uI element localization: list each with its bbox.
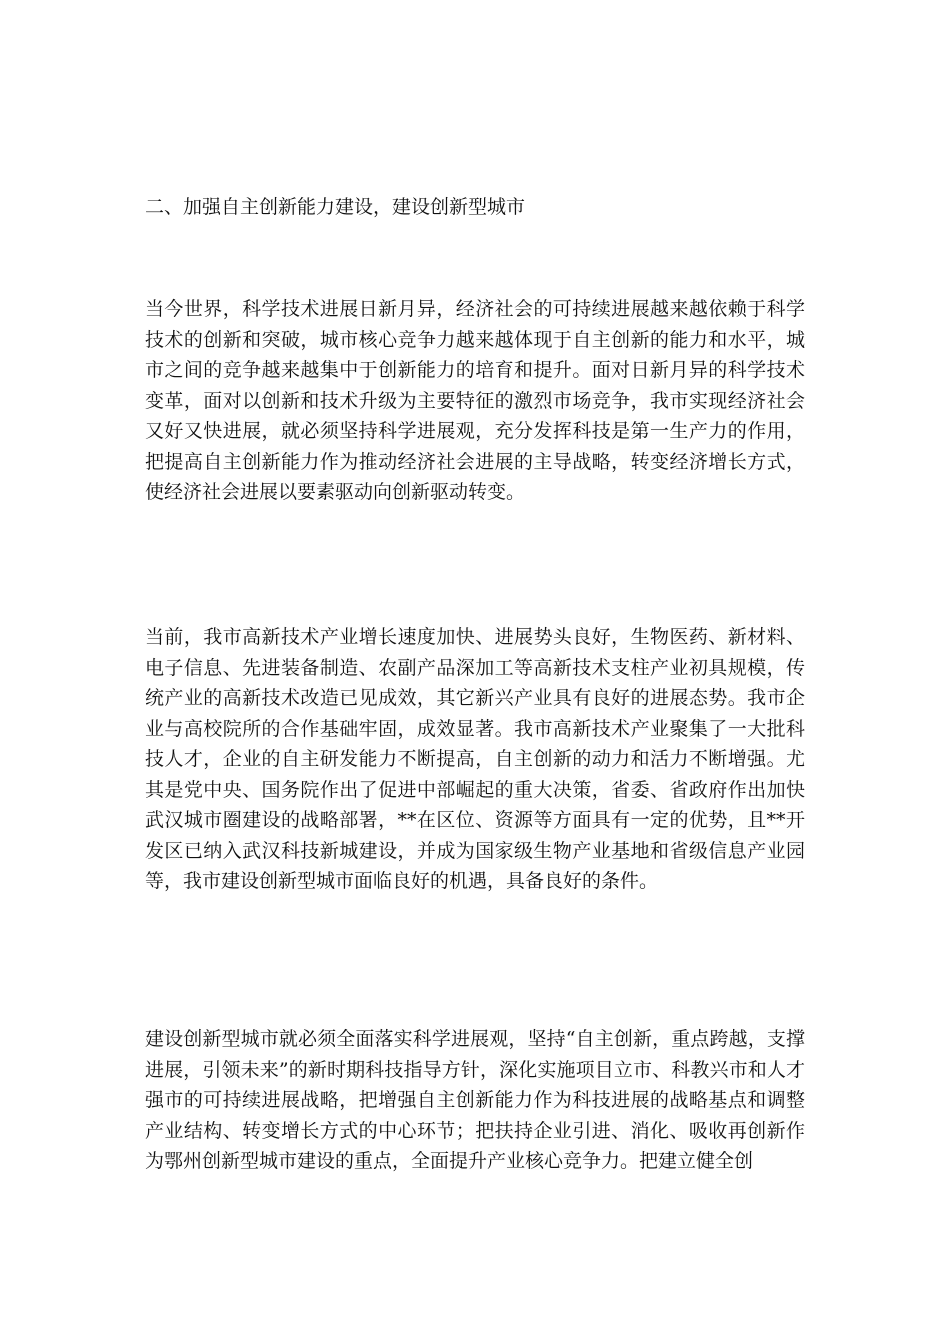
paragraph-2: 当前，我市高新技术产业增长速度加快、进展势头良好，生物医药、新材料、电子信息、先进装备制造、农副产品深加工等高新技术支柱产业初具规模，传统产业的高新技术改造已见成效，其它新兴产业具有良好的进展态势。我市企业与高校院所的合作基础牢固，成效显著。我市高新技术产业聚集了一大批科技人才，企业的自主研发能力不断提高，自主创新的动力和活力不断增强。尤其是党中央、国务院作出了促进中部崛起的重大决策，省委、省政府作出加快武汉城市圈建设的战略部署，**在区位、资源等方面具有一定的优势，且**开发区已纳入武汉科技新城建设，并成为国家级生物产业基地和省级信息产业园等，我市建设创新型城市面临良好的机遇，具备良好的条件。 [145,626,805,892]
section-heading: 二、加强自主创新能力建设，建设创新型城市 [145,196,526,218]
paragraph-3: 建设创新型城市就必须全面落实科学进展观，坚持“自主创新，重点跨越，支撑进展，引领未来”的新时期科技指导方针，深化实施项目立市、科教兴市和人才强市的可持续进展战略，把增强自主创新能力作为科技进展的战略基点和调整产业结构、转变增长方式的中心环节；把扶持企业引进、消化、吸收再创新作为鄂州创新型城市建设的重点，全面提升产业核心竞争力。把建立健全创 [145,1028,805,1172]
paragraph-1: 当今世界，科学技术进展日新月异，经济社会的可持续进展越来越依赖于科学技术的创新和突破，城市核心竞争力越来越体现于自主创新的能力和水平，城市之间的竞争越来越集中于创新能力的培育和提升。面对日新月异的科学技术变革，面对以创新和技术升级为主要特征的激烈市场竞争，我市实现经济社会又好又快进展，就必须坚持科学进展观，充分发挥科技是第一生产力的作用，把提高自主创新能力作为推动经济社会进展的主导战略，转变经济增长方式，使经济社会进展以要素驱动向创新驱动转变。 [145,298,805,503]
